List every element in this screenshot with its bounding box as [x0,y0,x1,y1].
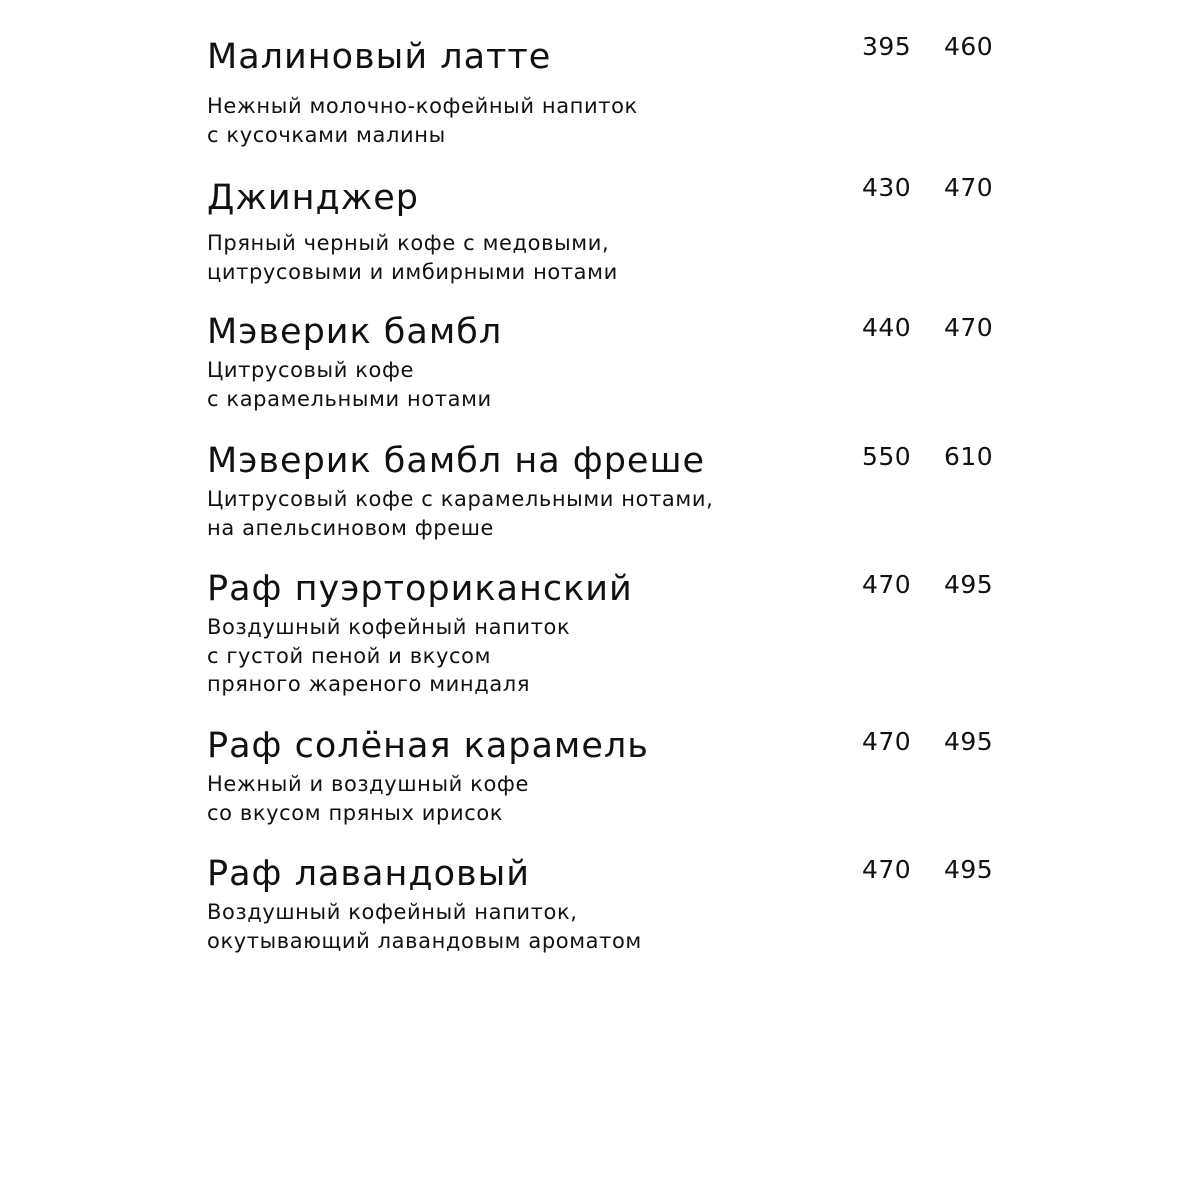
menu-item [207,312,1007,413]
price-small: 470 [862,727,912,756]
item-description-line: Цитрусовый кофе с карамельными нотами, [207,487,714,511]
item-description-line: со вкусом пряных ирисок [207,800,504,825]
price-large: 460 [944,32,994,61]
item-description-line: Пряный черный кофе с медовыми, [207,231,610,255]
price-large: 495 [944,570,994,599]
item-description-line: Цитрусовый кофе [207,358,415,382]
item-name: Мэверик бамбл на фреше [207,441,706,481]
item-description-line: окутывающий лавандовым ароматом [207,928,642,953]
menu-item [207,854,1007,955]
price-small: 395 [862,32,912,61]
item-description-line: с карамельными нотами [207,386,492,411]
price-small: 440 [862,313,912,342]
item-name: Джинджер [207,178,419,218]
price-large: 495 [944,855,994,884]
menu-item [207,569,1007,699]
cut-off-text-top [207,0,677,4]
item-description-line: Нежный и воздушный кофе [207,772,529,796]
menu-item [207,32,1007,149]
price-large: 470 [944,173,994,202]
item-description-line: с густой пеной и вкусом [207,643,492,668]
item-description-line: с кусочками малины [207,122,446,147]
item-name: Мэверик бамбл [207,312,503,352]
price-small: 470 [862,570,912,599]
price-small: 550 [862,442,912,471]
price-large: 610 [944,442,994,471]
menu-item [207,726,1007,827]
price-large: 470 [944,313,994,342]
menu-item [207,173,1007,286]
item-description-line: пряного жареного миндаля [207,672,531,696]
price-small: 430 [862,173,912,202]
item-description-line: Нежный молочно-кофейный напиток [207,94,638,118]
item-name: Раф пуэрториканский [207,569,633,609]
item-description-line: на апельсиновом фреше [207,515,495,540]
item-name: Малиновый латте [207,37,552,77]
item-description-line: цитрусовыми и имбирными нотами [207,259,618,284]
price-large: 495 [944,727,994,756]
item-description-line: Воздушный кофейный напиток [207,615,571,639]
menu-item [207,441,1007,542]
price-small: 470 [862,855,912,884]
item-description-line: Воздушный кофейный напиток, [207,900,578,924]
item-name: Раф лавандовый [207,854,531,894]
item-name: Раф солёная карамель [207,726,649,766]
